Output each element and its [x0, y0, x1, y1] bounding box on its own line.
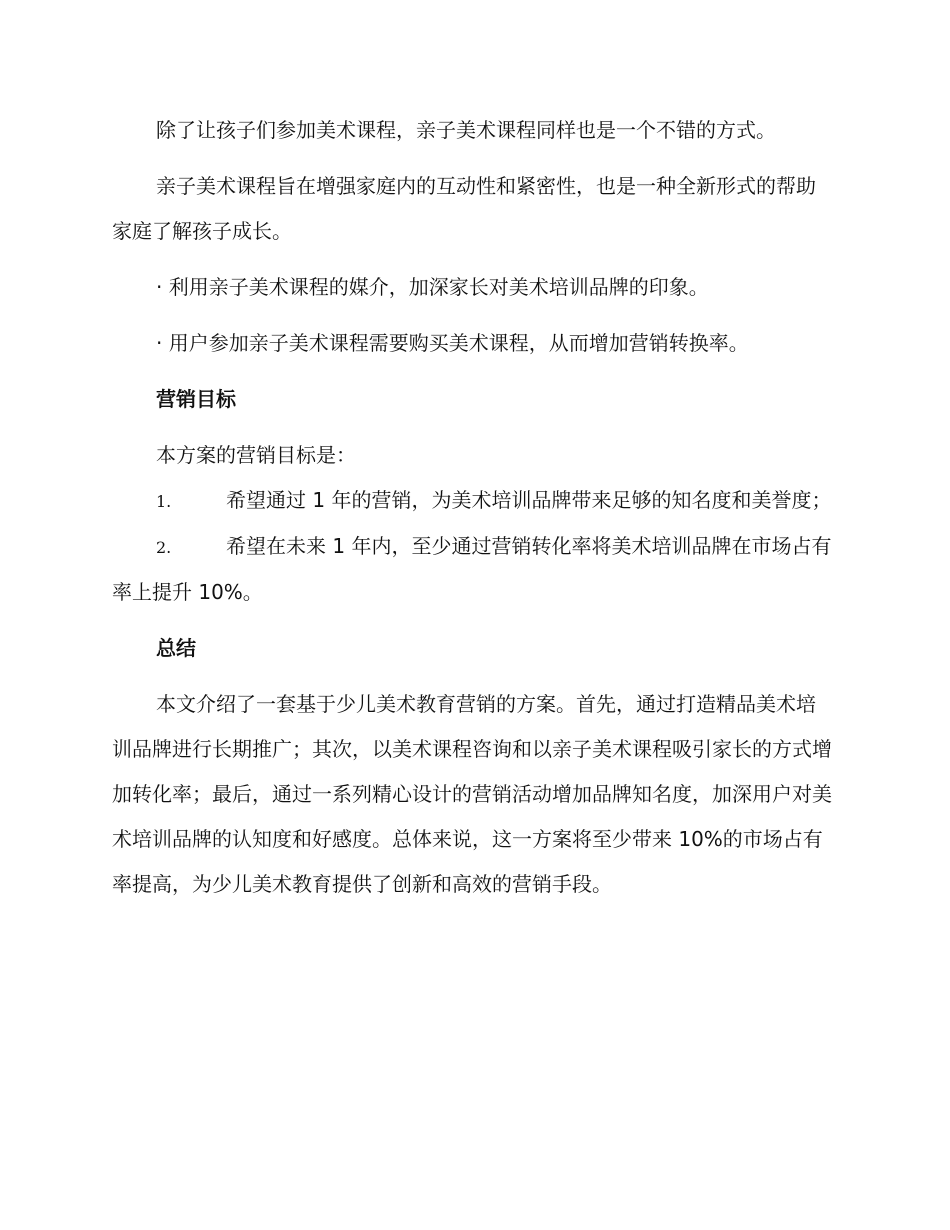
parent-child-course-paragraph: 亲子美术课程旨在增强家庭内的互动性和紧密性，也是一种全新形式的帮助家庭了解孩子成长。	[112, 174, 816, 243]
summary-paragraph: 本文介绍了一套基于少儿美术教育营销的方案。首先，通过打造精品美术培训品牌进行长期推广；其次，以美术课程咨询和以亲子美术课程吸引家长的方式增加转化率；最后，通过一系列精心设计的营销活动增加品牌知名度，加深用户对美术培训品牌的认知度和好感度。总体来说，这一方案将至少带来 10%的市场占有率提高，为少儿美术教育提供了创新和高效的营销手段。	[112, 692, 832, 896]
bullet-item: · 用户参加亲子美术课程需要购买美术课程，从而增加营销转换率。	[156, 331, 749, 355]
intro-paragraph: 除了让孩子们参加美术课程，亲子美术课程同样也是一个不错的方式。	[156, 118, 776, 142]
bullet-item: · 利用亲子美术课程的媒介，加深家长对美术培训品牌的印象。	[156, 275, 709, 299]
list-item-text: 希望通过 1 年的营销，为美术培训品牌带来足够的知名度和美誉度；	[226, 488, 832, 512]
section-heading-goals: 营销目标	[156, 387, 236, 411]
numbered-item	[112, 478, 832, 524]
list-number: 1.	[156, 492, 172, 511]
numbered-item	[112, 524, 832, 615]
list-item-text: 希望在未来 1 年内，至少通过营销转化率将美术培训品牌在市场占有率上提升 10%。	[112, 534, 832, 604]
list-number: 2.	[156, 538, 172, 557]
goals-intro: 本方案的营销目标是：	[156, 443, 356, 467]
section-heading-summary: 总结	[156, 636, 196, 660]
document-body	[112, 108, 832, 907]
